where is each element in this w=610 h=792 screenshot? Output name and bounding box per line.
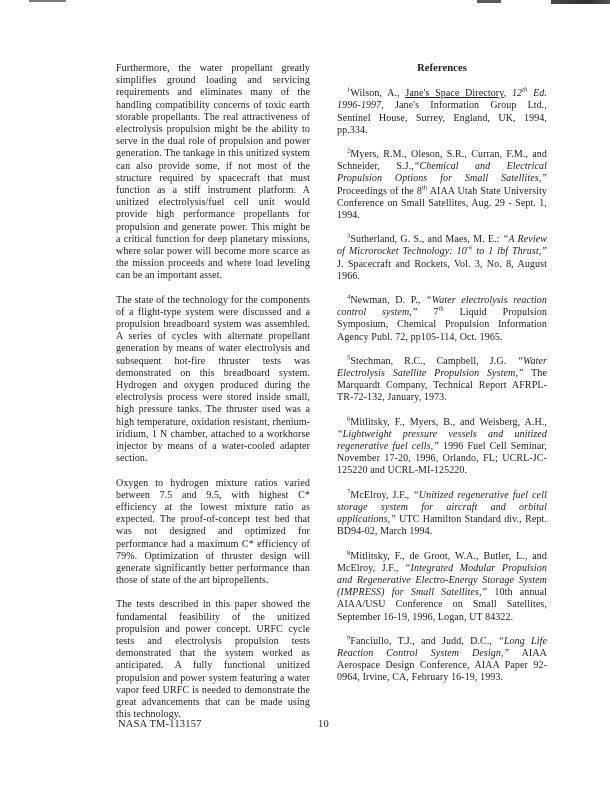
reference-segment: AIAA Utah State University Conference on Small Satellites, Aug. 29 - Sept. 1, 1994. [337, 185, 547, 222]
reference-segment: 1 [347, 86, 351, 94]
reference-segment: Mitlitsky, F., Myers, B., and Weisberg, A.H., [350, 416, 547, 428]
reference-segment: Proceedings of the 8 [337, 185, 423, 197]
reference-segment: 1996 Fuel Cell Seminar, November 17-20, 1996, Orlando, FL; UCRL-JC-125220 and UCRL-MI-125220. [337, 441, 547, 477]
reference-segment: 3 [347, 232, 351, 240]
reference-segment: 4 [347, 293, 351, 301]
reference-segment: 6 [347, 415, 351, 423]
reference-segment: Ed. 1996-1997 [337, 88, 547, 112]
reference-item [337, 551, 547, 624]
reference-item [337, 88, 547, 137]
reference-item [337, 295, 547, 344]
reference-segment: McElroy, J.F., [350, 489, 414, 501]
scan-artifact [551, 0, 610, 4]
reference-segment: UTC Hamilton Standard div., Rept. BD94-02, March 1994. [337, 514, 547, 538]
reference-segment: 5 [347, 354, 351, 362]
body-paragraph: The tests described in this paper showed the fundamental feasibility of the unitized propulsion and power concept. URFC cycle tests and electrolysis propulsion tests demonstrated that the system worked as anticipated. A fully functional unitized propulsion and power system featuring a water vapor feed URFC is needed to demonstrate the great advancements that can be made using this technology. [116, 599, 310, 721]
references-column [337, 63, 547, 697]
reference-segment: 8 [347, 549, 351, 557]
reference-segment: 7 [417, 307, 439, 319]
reference-segment: Liquid Propulsion Symposium, Chemical Propulsion Information Agency Publ. 72, pp105-114, Oct. 1965. [337, 307, 547, 343]
reference-segment: Sutherland, G. S., and Maes, M. E.: [350, 234, 503, 246]
reference-segment: J. Spacecraft and Rockets, Vol. 3, No. 8, August 1966. [337, 258, 547, 282]
reference-segment: Wilson, A., [350, 88, 406, 100]
body-paragraph: Oxygen to hydrogen mixture ratios varied between 7.5 and 9.5, with highest C* efficiency at the lowest mixture ratio as expected. The proof-of-concept test bed that was not designed and optimized for performance had a maximum C* efficiency of 79%. Optimization of thruster design will generate significantly better performance than those of state of the art bipropellents. [116, 477, 310, 587]
reference-item [337, 636, 547, 685]
reference-item [337, 356, 547, 405]
reference-segment: “A Review of Microrocket Technology: 10 [337, 234, 547, 258]
reference-segment: “Water electrolysis reaction control system,” [337, 295, 547, 319]
body-column [116, 63, 310, 733]
reference-segment: -6 [466, 245, 473, 253]
reference-segment: The Marquardt Company, Technical Report AFRPL-TR-72-132, January, 1973. [337, 368, 547, 404]
reference-segment: AIAA Aerospace Design Conference, AIAA Paper 92-0964, Irvine, CA, February 16-19, 1993. [337, 647, 547, 684]
reference-segment: “Chemical and Electrical Propulsion Options for Small Satellites,” [337, 161, 548, 185]
reference-item [337, 149, 547, 222]
reference-segment: “Lightweight pressure vessels and unitized regenerative fuel cells,” [337, 428, 547, 453]
reference-segment: 7 [347, 488, 351, 496]
reference-segment: 9 [347, 634, 351, 642]
reference-item [337, 417, 547, 478]
footer-page-number: 10 [318, 719, 329, 730]
scan-artifact [477, 0, 501, 3]
reference-segment: “Integrated Modular Propulsion and Regenerative Electro-Energy Storage System (IMPRESS) for Small Satellites,” [337, 562, 547, 599]
reference-segment: , [503, 88, 512, 100]
reference-segment: Stechman, R.C., Campbell, J.G. [350, 355, 518, 367]
reference-segment: , Jane's Information Group Ltd., Sentinel House, Surrey, England, UK, 1994, pp.334. [337, 100, 547, 136]
reference-segment: Jane's Space Directory [405, 88, 504, 100]
scan-artifact [29, 0, 66, 2]
reference-segment: “Long Life Reaction Control System Design,” [337, 635, 547, 659]
reference-segment: “Water Electrolysis Satellite Propulsion System,” [337, 355, 547, 380]
reference-segment: th [522, 86, 528, 94]
reference-segment: Newman, D. P., [350, 295, 427, 307]
body-paragraph: The state of the technology for the components of a flight-type system were discussed and a propulsion breadboard system was assembled. A series of cycles with alternate propellant generation by means of water electrolysis and subsequent hot-fire thruster tests was demonstrated on this breadboard system. Hydrogen and oxygen produced during the electrolysis process were stored inside small, high pressure tanks. The thruster used was a high temperature, oxidation resistant, rhenium-iridium, 1 N chamber, attached to a workhorse injector by means of a water-cooled adapter section. [116, 294, 310, 465]
reference-segment: to 1 lbf Thrust,” [472, 246, 547, 258]
reference-segment: Fanciullo, T.J., and Judd, D.C., [350, 635, 499, 647]
reference-item [337, 490, 547, 539]
reference-segment: th [422, 184, 428, 192]
reference-segment: Mitlitsky, F., de Groot, W.A., Butler, L., and McElroy, J.F., [337, 550, 547, 574]
reference-segment: 2 [347, 147, 351, 155]
references-list [337, 88, 547, 684]
reference-segment: Myers, R.M., Oleson, S.R., Curran, F.M., and Schneider, S.J., [337, 149, 547, 173]
body-paragraph: Furthermore, the water propellant greatly simplifies ground loading and servicing requirements and eliminates many of the handling compatibility concerns of toxic earth storable propellants. The real attractiveness of electrolysis propulsion might be the ability to serve in the dual role of propulsion and power generation. The tankage in this unitized system can also provide some, if not most of the structure required by spacecraft that must function as a stiff instrument platform. A unitized electrolysis/fuel cell unit would provide high performance propellants for propulsion and generate power. This might be a critical function for deep planetary missions, where solar power will become more scarce as the mission proceeds and where load leveling can be an important asset. [116, 63, 310, 282]
reference-segment: 10th annual AIAA/USU Conference on Small Satellites, September 16-19, 1996, Logan, UT 84322. [337, 587, 548, 623]
reference-segment: th [438, 305, 444, 313]
reference-segment: “Unitized regenerative fuel cell storage system for aircraft and orbital applications,” [337, 489, 547, 526]
reference-segment: 12 [511, 88, 523, 100]
reference-item [337, 234, 547, 283]
footer-report-number: NASA TM-113157 [118, 719, 202, 730]
references-heading: References [417, 63, 467, 74]
